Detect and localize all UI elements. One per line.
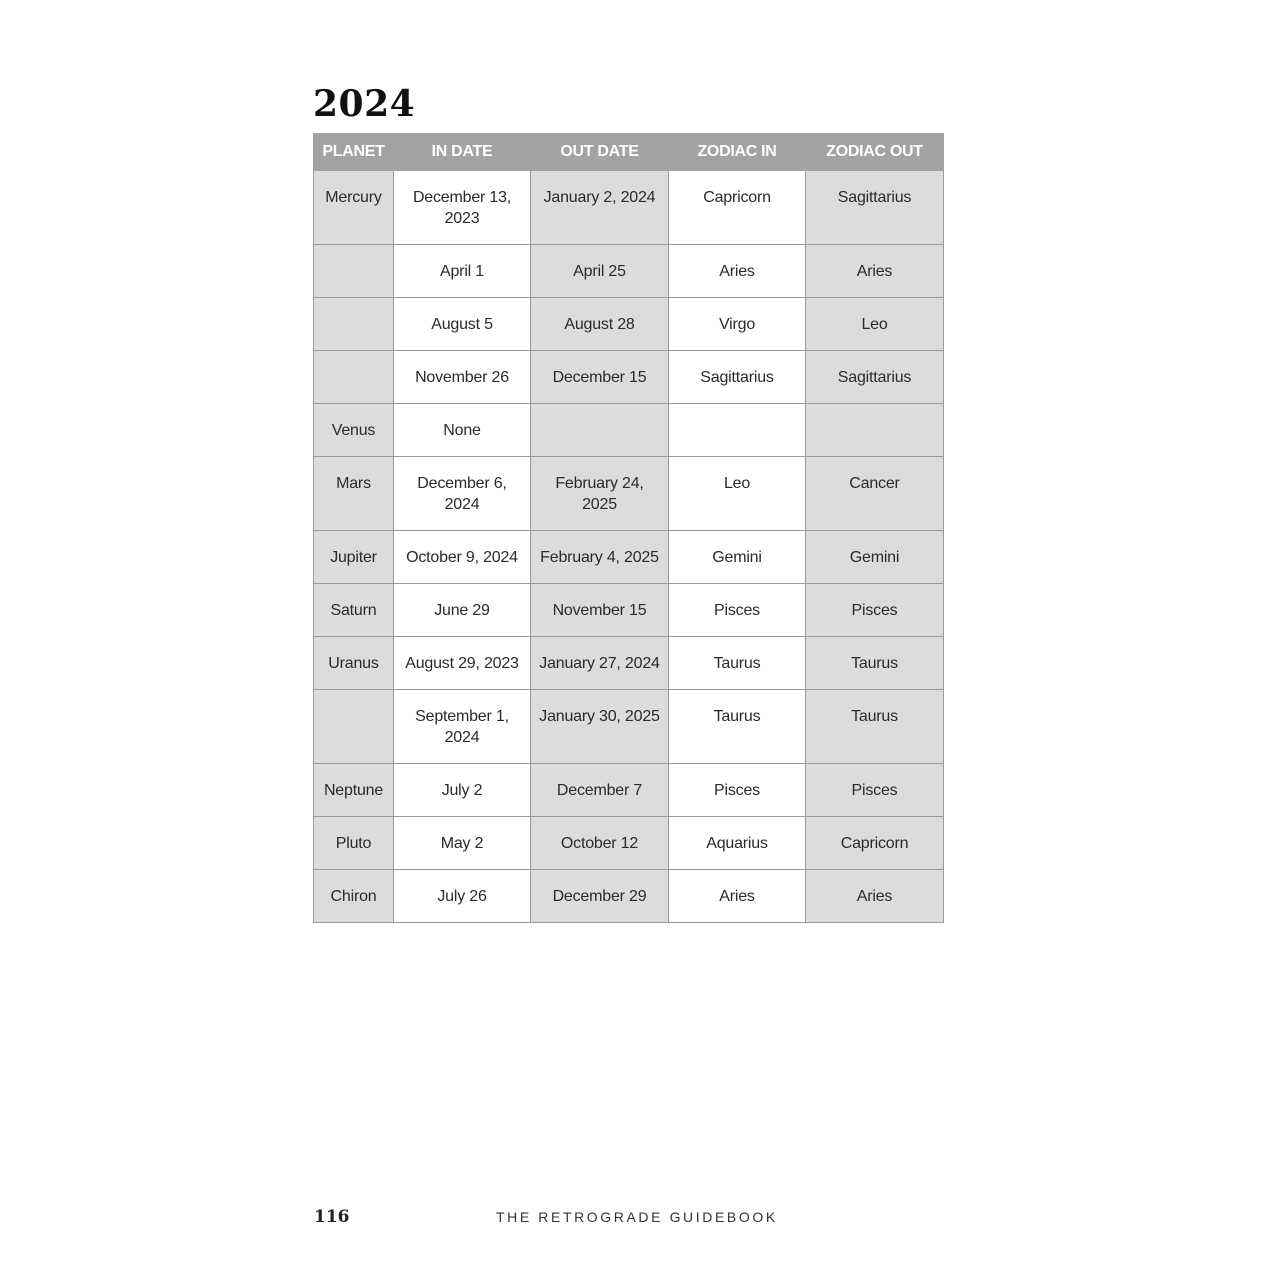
in-date-cell: July 2 xyxy=(394,764,531,817)
out-date-cell xyxy=(531,404,669,457)
page-number: 116 xyxy=(314,1207,350,1227)
in-date-cell: July 26 xyxy=(394,870,531,923)
planet-cell xyxy=(314,690,394,764)
zodiac-in-cell xyxy=(669,404,806,457)
planet-cell: Venus xyxy=(314,404,394,457)
zodiac-in-cell: Sagittarius xyxy=(669,351,806,404)
planet-cell xyxy=(314,245,394,298)
zodiac-out-cell: Taurus xyxy=(806,637,944,690)
planet-cell: Chiron xyxy=(314,870,394,923)
table-row xyxy=(314,245,944,298)
table-row xyxy=(314,690,944,764)
planet-cell: Uranus xyxy=(314,637,394,690)
table-row xyxy=(314,584,944,637)
out-date-cell: January 2, 2024 xyxy=(531,171,669,245)
out-date-cell: November 15 xyxy=(531,584,669,637)
zodiac-in-cell: Aquarius xyxy=(669,817,806,870)
out-date-cell: January 27, 2024 xyxy=(531,637,669,690)
zodiac-out-cell: Capricorn xyxy=(806,817,944,870)
zodiac-out-cell: Aries xyxy=(806,870,944,923)
zodiac-out-cell: Pisces xyxy=(806,584,944,637)
table-row xyxy=(314,298,944,351)
in-date-cell: September 1, 2024 xyxy=(394,690,531,764)
zodiac-in-cell: Gemini xyxy=(669,531,806,584)
zodiac-in-cell: Pisces xyxy=(669,584,806,637)
table-row xyxy=(314,764,944,817)
zodiac-out-cell: Taurus xyxy=(806,690,944,764)
zodiac-in-cell: Virgo xyxy=(669,298,806,351)
planet-cell: Mars xyxy=(314,457,394,531)
zodiac-in-cell: Leo xyxy=(669,457,806,531)
out-date-cell: December 29 xyxy=(531,870,669,923)
header-out-date: OUT DATE xyxy=(531,134,669,171)
running-footer-title: THE RETROGRADE GUIDEBOOK xyxy=(496,1209,778,1225)
zodiac-out-cell: Sagittarius xyxy=(806,171,944,245)
out-date-cell: April 25 xyxy=(531,245,669,298)
table-row xyxy=(314,870,944,923)
out-date-cell: February 24, 2025 xyxy=(531,457,669,531)
out-date-cell: February 4, 2025 xyxy=(531,531,669,584)
planet-cell xyxy=(314,351,394,404)
table-row xyxy=(314,817,944,870)
zodiac-in-cell: Aries xyxy=(669,870,806,923)
in-date-cell: May 2 xyxy=(394,817,531,870)
header-zodiac-out: ZODIAC OUT xyxy=(806,134,944,171)
in-date-cell: April 1 xyxy=(394,245,531,298)
out-date-cell: December 15 xyxy=(531,351,669,404)
zodiac-out-cell: Pisces xyxy=(806,764,944,817)
zodiac-in-cell: Capricorn xyxy=(669,171,806,245)
planet-cell: Neptune xyxy=(314,764,394,817)
zodiac-out-cell xyxy=(806,404,944,457)
out-date-cell: August 28 xyxy=(531,298,669,351)
zodiac-out-cell: Sagittarius xyxy=(806,351,944,404)
zodiac-out-cell: Aries xyxy=(806,245,944,298)
zodiac-out-cell: Gemini xyxy=(806,531,944,584)
planet-cell: Mercury xyxy=(314,171,394,245)
in-date-cell: December 6, 2024 xyxy=(394,457,531,531)
out-date-cell: January 30, 2025 xyxy=(531,690,669,764)
header-zodiac-in: ZODIAC IN xyxy=(669,134,806,171)
in-date-cell: December 13, 2023 xyxy=(394,171,531,245)
table-row xyxy=(314,531,944,584)
table-row xyxy=(314,351,944,404)
retrograde-table xyxy=(313,133,944,923)
zodiac-out-cell: Cancer xyxy=(806,457,944,531)
zodiac-in-cell: Taurus xyxy=(669,637,806,690)
in-date-cell: June 29 xyxy=(394,584,531,637)
planet-cell: Jupiter xyxy=(314,531,394,584)
in-date-cell: November 26 xyxy=(394,351,531,404)
zodiac-in-cell: Aries xyxy=(669,245,806,298)
out-date-cell: October 12 xyxy=(531,817,669,870)
page-title: 2024 xyxy=(313,83,416,125)
in-date-cell: None xyxy=(394,404,531,457)
in-date-cell: October 9, 2024 xyxy=(394,531,531,584)
planet-cell xyxy=(314,298,394,351)
table-row xyxy=(314,404,944,457)
header-in-date: IN DATE xyxy=(394,134,531,171)
zodiac-in-cell: Pisces xyxy=(669,764,806,817)
table-header-row xyxy=(314,134,944,171)
in-date-cell: August 5 xyxy=(394,298,531,351)
header-planet: PLANET xyxy=(314,134,394,171)
out-date-cell: December 7 xyxy=(531,764,669,817)
table-row xyxy=(314,171,944,245)
table-row xyxy=(314,457,944,531)
planet-cell: Saturn xyxy=(314,584,394,637)
in-date-cell: August 29, 2023 xyxy=(394,637,531,690)
table-row xyxy=(314,637,944,690)
planet-cell: Pluto xyxy=(314,817,394,870)
zodiac-in-cell: Taurus xyxy=(669,690,806,764)
zodiac-out-cell: Leo xyxy=(806,298,944,351)
